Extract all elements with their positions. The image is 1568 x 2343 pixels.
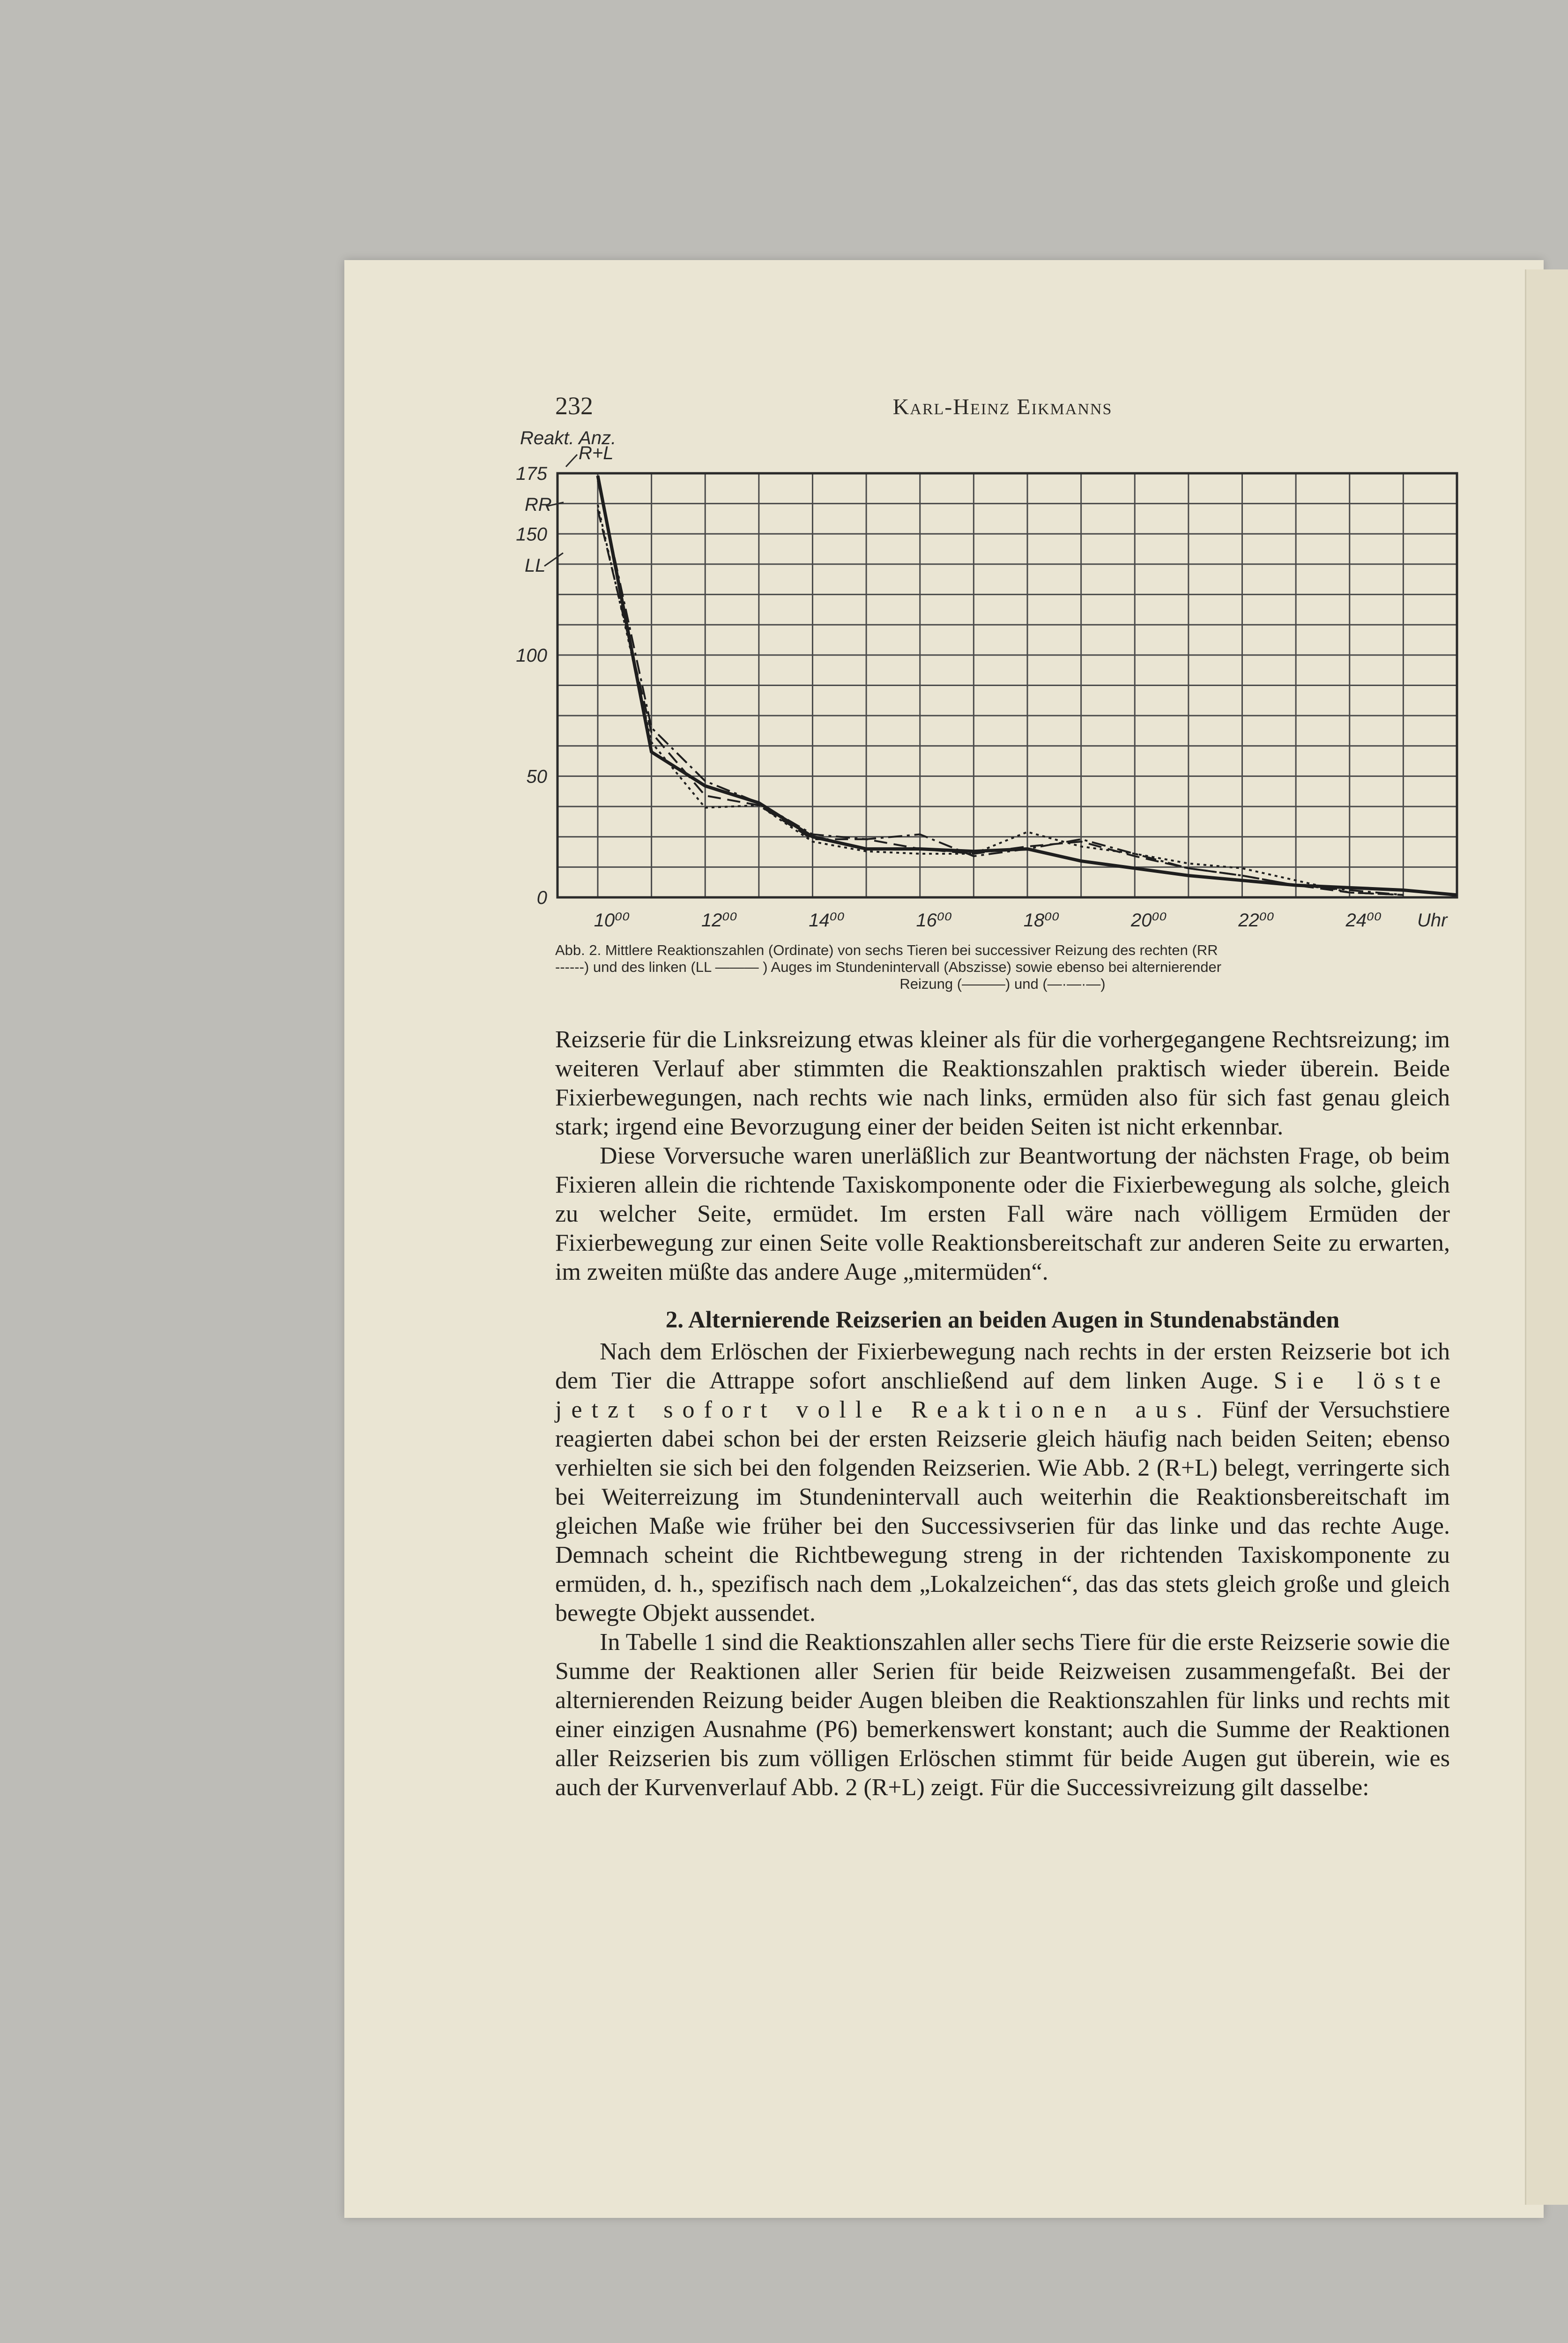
x-tick-label: 22⁰⁰ bbox=[1238, 910, 1274, 931]
chart-grid bbox=[557, 473, 1457, 897]
caption-line: Reizung (———) und (—·—·—) bbox=[899, 976, 1106, 992]
body-text bbox=[555, 1025, 1450, 1802]
x-tick-label: 18⁰⁰ bbox=[1023, 910, 1060, 931]
x-tick-label: 12⁰⁰ bbox=[701, 910, 737, 931]
section-heading: 2. Alternierende Reizserien an beiden Augen in Stundenabständen bbox=[665, 1307, 1340, 1333]
y-tick-label: 100 bbox=[516, 645, 547, 666]
y-tick-label: 50 bbox=[526, 766, 547, 787]
y-tick-label: 150 bbox=[516, 524, 547, 545]
curve-label-leader bbox=[566, 455, 577, 467]
x-tick-label: 16⁰⁰ bbox=[916, 910, 952, 931]
caption-line: ------) und des linken (LL ——— ) Auges im Stundenintervall (Abszisse) sowie ebenso bei alternierender bbox=[555, 959, 1222, 975]
curve-label: R+L bbox=[579, 443, 614, 463]
x-tick-label: 20⁰⁰ bbox=[1130, 910, 1167, 931]
series-line bbox=[598, 481, 1403, 895]
emphasized-text: Sie löste jetzt sofort volle Reaktionen aus. bbox=[555, 1367, 1450, 1423]
figure-caption bbox=[555, 942, 1450, 992]
facing-page-edge bbox=[1525, 269, 1568, 2205]
page-number: 232 bbox=[555, 392, 593, 420]
y-axis-label: Reakt. Anz. bbox=[520, 428, 617, 448]
y-tick-label: 0 bbox=[536, 888, 547, 908]
paragraph: In Tabelle 1 sind die Reaktionszahlen aller sechs Tiere für die erste Reizserie sowie die Summe der Reaktionen aller Serien für beide Reizweisen zusammengefaßt. Bei der alternierenden Reizung beider Augen bleiben die Reaktionszahlen für links und rechts mit einer einzigen Ausnahme (P6) bemerkenswert konstant; auch die Summe der Reaktionen aller Reizserien bis zum völligen Erlöschen stimmt für beide Augen gut überein, wie es auch der Kurvenverlauf Abb. 2 (R+L) zeigt. Für die Successivreizung gilt dasselbe: bbox=[555, 1629, 1450, 1801]
figure-chart bbox=[515, 422, 1490, 937]
y-tick-label: 175 bbox=[516, 463, 547, 484]
curve-label: LL bbox=[525, 555, 546, 576]
curve-label: RR bbox=[525, 494, 552, 515]
x-tick-label: 14⁰⁰ bbox=[809, 910, 845, 931]
paragraph bbox=[555, 1337, 1450, 1628]
paragraph-text: Nach dem Erlöschen der Fixierbewegung nach rechts in der ersten Reizserie bot ich dem Tier die Attrappe sofort anschließend auf dem linken Auge. bbox=[555, 1338, 1450, 1394]
caption-line: Abb. 2. Mittlere Reaktionszahlen (Ordinate) von sechs Tieren bei successiver Reizung des rechten (RR bbox=[555, 942, 1218, 958]
x-axis-label: Uhr bbox=[1417, 910, 1448, 931]
x-tick-label: 24⁰⁰ bbox=[1345, 910, 1382, 931]
paragraph: Diese Vorversuche waren unerläßlich zur Beantwortung der nächsten Frage, ob beim Fixieren allein die richtende Taxiskomponente oder die Fixierbewegung als solche, gleich zu welcher Seite, ermüdet. Im ersten Fall wäre nach völligem Ermüden der Fixierbewegung zur einen Seite volle Reaktionsbereitschaft zur anderen Seite zu erwarten, im zweiten müßte das andere Auge „mitermüden“. bbox=[555, 1142, 1450, 1285]
running-head: Karl-Heinz Eikmanns bbox=[892, 395, 1113, 419]
paragraph-text: Fünf der Versuchstiere reagierten dabei schon bei der ersten Reizserie gleich häufig nach beiden Seiten; ebenso verhielten sie sich bei den folgenden Reizserien. Wie Abb. 2 (R+L) belegt, verringerte sich bei Weiterreizung im Stundenintervall auch weiterhin die Reaktionsbereitschaft im gleichen Maße wie früher bei den Successivserien für das linke und das rechte Auge. Demnach scheint die Richtbewegung streng in der richtenden Taxiskomponente zu ermüden, d. h., spezifisch nach dem „Lokalzeichen“, das das stets gleich große und gleich bewegte Objekt aussendet. bbox=[555, 1396, 1450, 1627]
x-tick-label: 10⁰⁰ bbox=[594, 910, 630, 931]
paragraph: Reizserie für die Linksreizung etwas kleiner als für die vorhergegangene Rechtsreizung; im weiteren Verlauf aber stimmten die Reaktionszahlen praktisch wieder überein. Beide Fixierbewegungen, nach rechts wie nach links, ermüden also für sich fast genau gleich stark; irgend eine Bevorzugung einer der beiden Seiten ist nicht erkennbar. bbox=[555, 1026, 1450, 1140]
